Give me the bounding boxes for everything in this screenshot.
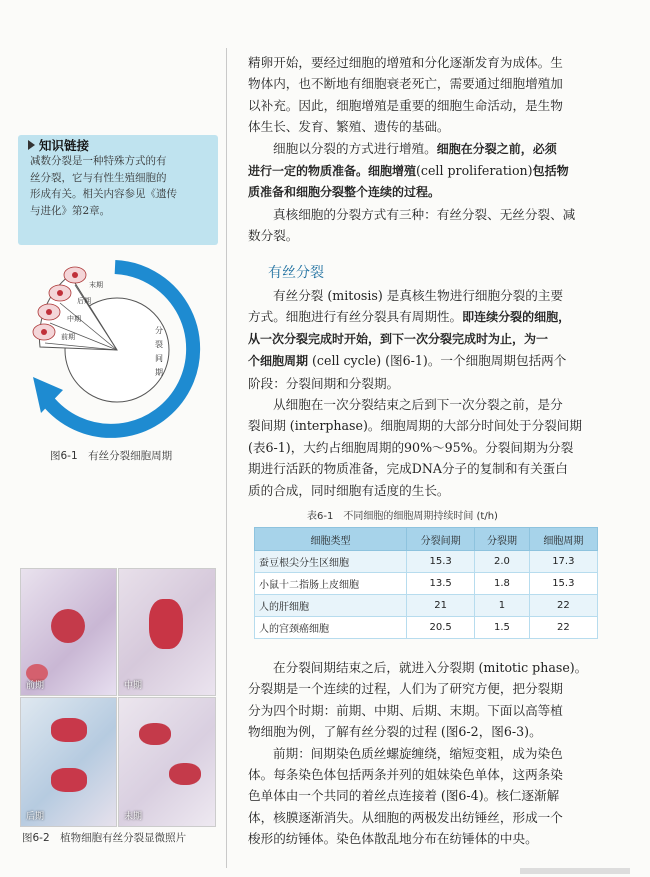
table-6-1-title: 表6-1 不同细胞的细胞周期持续时间 (t/h) (307, 511, 498, 522)
interphase-label-char: 分 (155, 326, 163, 335)
micrograph-prophase (20, 568, 117, 696)
table-row: 蚕豆根尖分生区细胞 15.3 2.0 17.3 (255, 551, 598, 573)
interphase-label-char: 间 (155, 354, 163, 363)
paragraph-2: 细胞以分裂的方式进行增殖。细胞在分裂之前，必须 进行一定的物质准备。细胞增殖(cell proliferation)包括物 质准备和细胞分裂整个连续的过程。 (248, 140, 569, 200)
stage-label-prophase: 前期 (61, 333, 75, 341)
main-text (248, 52, 613, 247)
interphase-label-char: 期 (155, 368, 163, 377)
knowledge-link-line: 与进化》第2章。 (30, 204, 111, 217)
paragraph-6: 在分裂间期结束之后，就进入分裂期 (mitotic phase)。 分裂期是一个连续的过程，人们为了研究方便，把分裂期 分为四个时期：前期、中期、后期、末期。下面以高等植 物细胞为例，了解有丝分裂的过程 (图6-2，图6-3)。 (248, 660, 588, 740)
paragraph-3: 真核细胞的分裂方式有三种：有丝分裂、无丝分裂、减 数分裂。 (248, 206, 576, 244)
table-row: 人的宫颈癌细胞 20.5 1.5 22 (255, 617, 598, 639)
table-row: 小鼠十二指肠上皮细胞 13.5 1.8 15.3 (255, 573, 598, 595)
stage-label-anaphase: 后期 (77, 297, 91, 305)
column-header: 细胞类型 (255, 528, 407, 551)
knowledge-link-line: 丝分裂，它与有性生殖细胞的 (30, 171, 167, 184)
micrograph-label-anaphase: 后期 (26, 812, 45, 822)
micrograph-metaphase (118, 568, 216, 696)
section-title: 有丝分裂 (268, 265, 324, 281)
stage-label-telophase: 末期 (89, 281, 103, 289)
stage-label-metaphase: 中期 (67, 315, 81, 323)
column-divider (226, 48, 227, 868)
main-text-mitosis (248, 285, 613, 501)
column-header: 分裂间期 (406, 528, 474, 551)
micrograph-label-metaphase: 中期 (124, 681, 143, 691)
knowledge-link-title: 知识链接 (28, 136, 89, 154)
column-header: 分裂期 (475, 528, 529, 551)
paragraph-4: 有丝分裂 (mitosis) 是真核生物进行细胞分裂的主要 方式。细胞进行有丝分裂具有周期性。即连续分裂的细胞， 从一次分裂完成时开始，到下一次分裂完成时为止，为一 个细胞周期 (cell cycle) (图6-1)。一个细胞周期包括两个 阶段：分裂间期和分裂期。 (248, 288, 571, 391)
micrograph-label-prophase: 前期 (26, 681, 45, 691)
figure-6-2-caption: 图6-2 植物细胞有丝分裂显微照片 (22, 832, 187, 844)
knowledge-link-line: 减数分裂是一种特殊方式的有 (30, 155, 167, 167)
knowledge-link-text (30, 153, 208, 219)
paragraph-5: 从细胞在一次分裂结束之后到下一次分裂之前，是分 裂间期 (interphase)。细胞周期的大部分时间处于分裂间期 (表6-1)，大约占细胞周期的90%～95%。分裂间期为分裂 期进行活跃的物质准备，完成DNA分子的复制和有关蛋白 质的合成，同时细胞有适度的生长。 (248, 397, 582, 498)
paragraph-1: 精卵开始，要经过细胞的增殖和分化逐渐发育为成体。生 物体内，也不断地有细胞衰老死亡，需要通过细胞增殖加 以补充。因此，细胞增殖是重要的细胞生命活动，是生物 体生长、发育、繁殖、遗传的基础。 (248, 55, 563, 135)
table-row: 人的肝细胞 21 1 22 (255, 595, 598, 617)
table-header-row (255, 528, 598, 551)
cell-cycle-table (254, 527, 598, 639)
cell-cycle-diagram (15, 255, 220, 440)
micrograph-anaphase (20, 697, 117, 827)
triangle-bullet-icon (28, 140, 35, 150)
micrograph-label-telophase: 末期 (124, 812, 143, 822)
interphase-label-char: 裂 (155, 340, 163, 349)
page-footer-bar (520, 868, 630, 874)
knowledge-link-line: 形成有关。相关内容参见《遗传 (30, 188, 177, 200)
figure-6-1-caption: 图6-1 有丝分裂细胞周期 (50, 450, 173, 462)
paragraph-7: 前期：间期染色质丝螺旋缠绕，缩短变粗，成为染色 体。每条染色体包括两条并列的姐妹染色单体，这两条染 色单体由一个共同的着丝点连接着 (图6-4)。核仁逐渐解 体，核膜逐渐消失。从细胞的两极发出纺锤丝，形成一个 梭形的纺锤体。染色体散乱地分布在纺锤体的中央。 (248, 745, 563, 847)
main-text-phases (248, 657, 613, 850)
micrograph-telophase (118, 697, 216, 827)
column-header: 细胞周期 (529, 528, 597, 551)
